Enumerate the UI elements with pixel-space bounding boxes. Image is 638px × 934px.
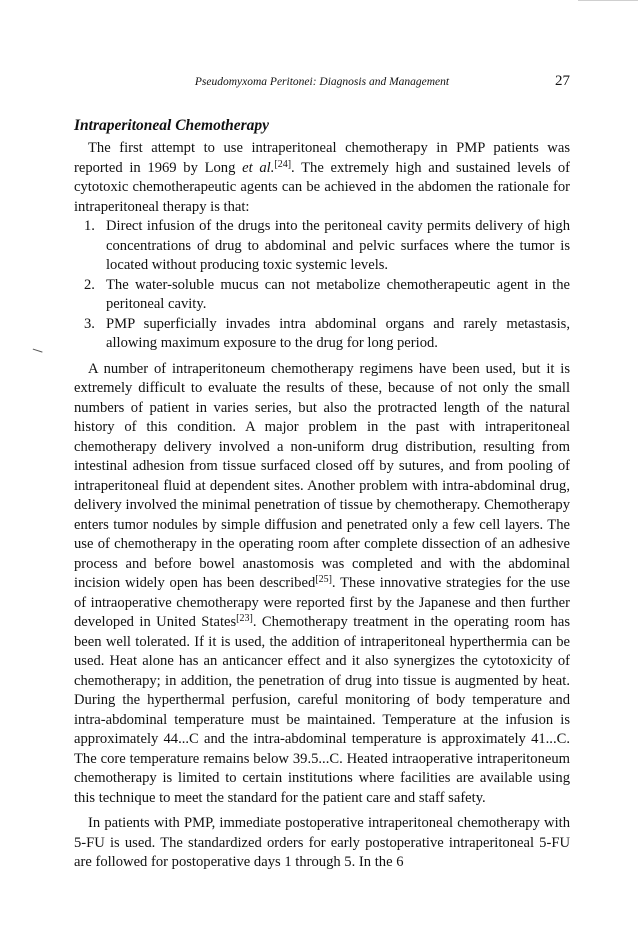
citation-author: et al. [242, 159, 275, 176]
text-run: The first attempt to use intraperitoneal chemotherapy in PMP patients was reported in 1969 by Long [74, 140, 570, 176]
text-run: . Chemotherapy treatment in the operating room has been well tolerated. If it is used, the addition of intraperitoneal hyperthermia can be used. Heat alone has an anticancer effect and it also synergizes the cytotoxicity of chemotherapy; in addition, the penetration of drug into tissue is augmented by heat. During the hyperthermal perfusion, careful monitoring of body temperature and intra-abdominal temperature must be maintained. Temperature at the infusion is approximately 44...C and the intra-abdominal temperature is approximately 41...C. The core temperature remains below 39.5...C. Heated intraoperative intraperitoneum chemotherapy is limited to certain institutions where facilities are available using this technique to meet the standard for the patient care and staff safety. [74, 614, 570, 806]
citation-ref: [25] [315, 574, 332, 585]
text-run: . These innovative strategies for the use of intraoperative chemotherapy were reported first by the Japanese and then further developed in United States [74, 575, 570, 630]
list-item [74, 276, 570, 315]
section-heading: Intraperitoneal Chemotherapy [74, 117, 270, 134]
paragraph-intro [74, 139, 570, 217]
citation-ref: [24] [274, 158, 292, 170]
page-number: 27 [555, 73, 570, 89]
text-run: . The extremely high and sustained levels of cytotoxic chemotherapeutic agents can be achieved in the abdomen the rationale for intraperitoneal therapy is that: [74, 159, 570, 215]
text-run: A number of intraperitoneum chemotherapy regimens have been used, but it is extremely difficult to evaluate the results of these, because of not only the small numbers of patient in varies series, but also the protracted length of the natural history of this condition. A major problem in the past with intraperitoneal chemotherapy delivery involved a non-uniform drug distribution, resulting from intestinal adhesion from tissue surfaced closed off by sutures, and from pooling of intraperitoneal fluid at dependent sites. Another problem with intra-abdominal drug, delivery involved the minimal penetration of tissue by chemotherapy. Chemotherapy enters tumor nodules by simple diffusion and penetrated only a few cell layers. The use of chemotherapy in the operating room after complete dissection of an adhesive process and before bowel anastomosis was completed and with the abdominal incision widely open has been described [74, 360, 570, 591]
list-item [74, 217, 570, 276]
list-text: Direct infusion of the drugs into the peritoneal cavity permits delivery of high concentrations of drug to abdominal and pelvic surfaces where the tumor is located without producing toxic systemic levels. [106, 218, 570, 273]
rationale-list [74, 217, 570, 354]
running-title: Pseudomyxoma Peritonei: Diagnosis and Management [194, 76, 450, 88]
list-number: 3. [84, 315, 95, 332]
body-text [74, 139, 570, 873]
margin-pen-mark [31, 349, 42, 357]
list-number: 1. [84, 218, 95, 234]
scan-edge-line [578, 0, 638, 1]
page-header [74, 73, 570, 93]
paragraph-postoperative: In patients with PMP, immediate postoperative intraperitoneal chemotherapy with 5-FU is used. The standardized orders for early postoperative intraperitoneal 5-FU are followed for postoperative days 1 through 5. In the 6 [74, 815, 570, 870]
list-text: PMP superficially invades intra abdominal organs and rarely metastasis, allowing maximum exposure to the drug for long period. [106, 315, 570, 351]
list-item [74, 315, 570, 354]
paragraph-regimens [74, 360, 570, 809]
citation-ref: [23] [236, 613, 253, 624]
list-text: The water-soluble mucus can not metabolize chemotherapeutic agent in the peritoneal cavity. [106, 276, 570, 312]
list-number: 2. [84, 276, 95, 293]
